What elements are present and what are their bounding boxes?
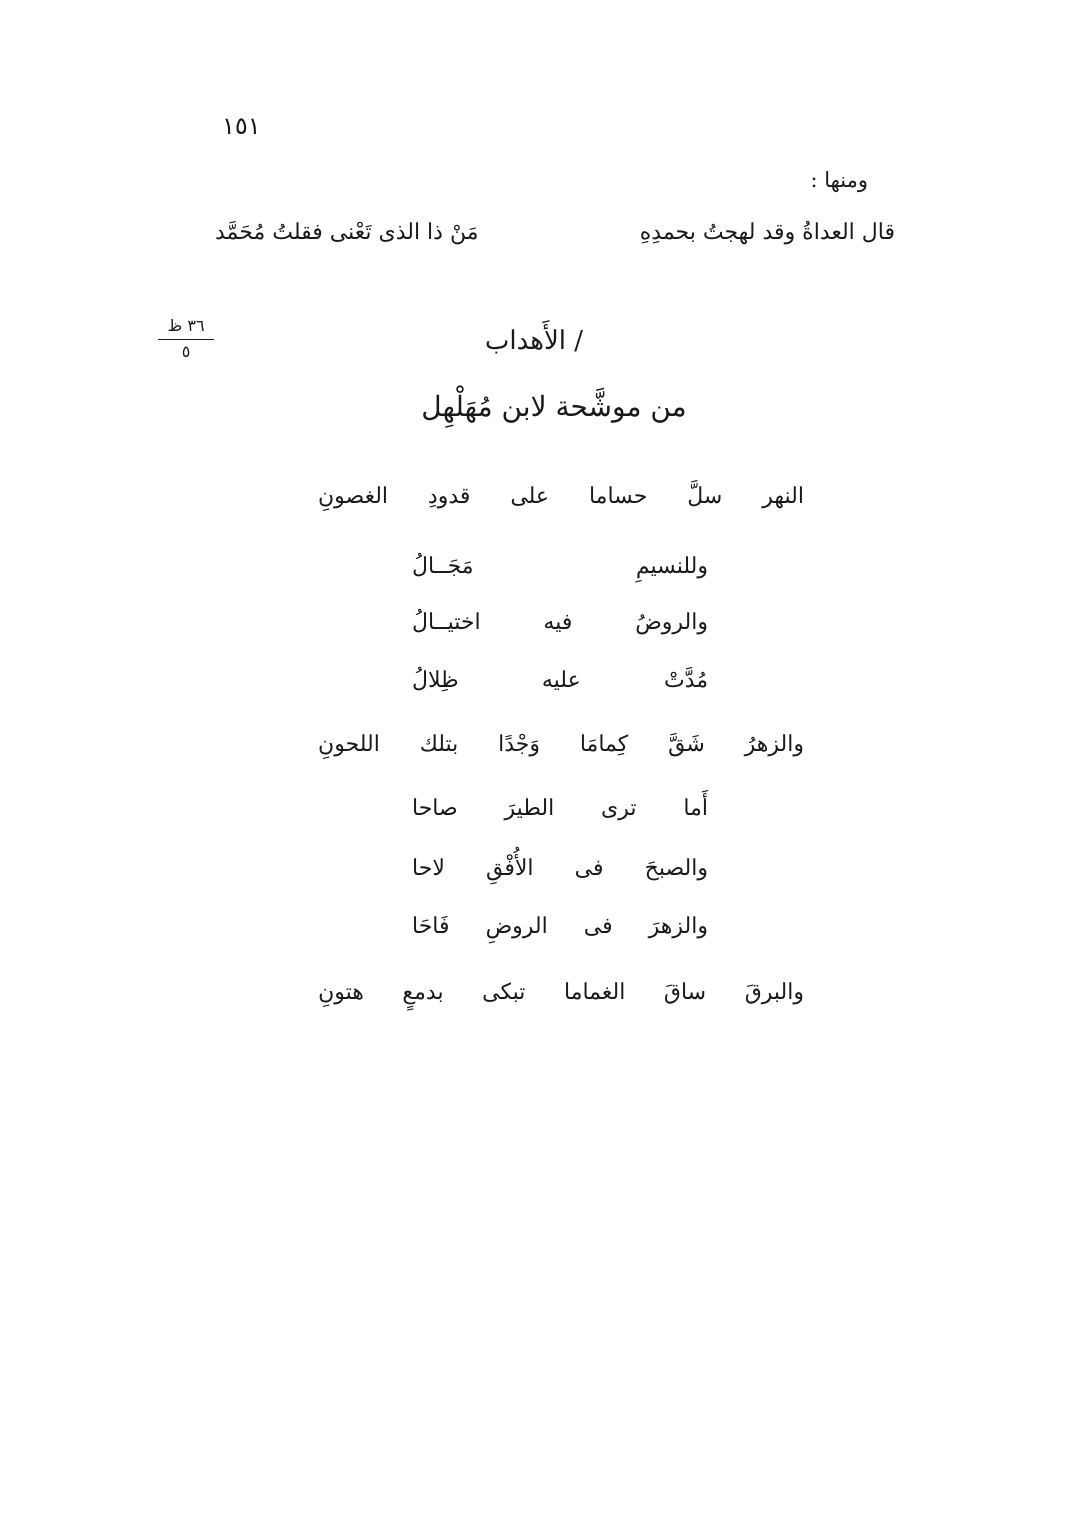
intro-text: ومنها : <box>810 168 868 192</box>
poem-word: حساما <box>588 484 648 509</box>
section-subtitle: من موشَّحة لابن مُهَلْهِل <box>421 390 687 423</box>
poem-word: وللنسيمِ <box>635 554 708 579</box>
poem-line <box>412 554 708 579</box>
margin-note-folio: ٣٦ ظ <box>158 316 214 340</box>
poem-word: فى <box>583 914 613 939</box>
poem-word: سلَّ <box>687 484 723 509</box>
poem-word: ساقَ <box>663 980 707 1005</box>
poem-word: وَجْدًا <box>498 732 541 757</box>
poem-word: فَاحَا <box>412 914 450 939</box>
poem-word: مُدَّتْ <box>663 668 708 693</box>
poem-word: اللحونِ <box>318 732 380 757</box>
poem-word: ظِلالُ <box>412 668 459 693</box>
poem-word: ترى <box>601 796 637 821</box>
section-title: / الأَهداب <box>484 326 584 356</box>
poem-word: بتلك <box>419 732 459 757</box>
poem-line <box>412 914 708 939</box>
poem-word: قدودِ <box>427 484 471 509</box>
verse-line <box>215 220 895 245</box>
poem-word: فيه <box>543 610 573 635</box>
verse-hemistich-second: مَنْ ذا الذى تَعْنى فقلتُ مُحَمَّد <box>215 220 479 245</box>
poem-line <box>318 980 804 1005</box>
poem-line <box>412 796 708 821</box>
poem-word: الطيرَ <box>504 796 555 821</box>
poem-line <box>412 856 708 881</box>
poem-word: الروضِ <box>485 914 548 939</box>
poem-word: أَما <box>683 796 708 821</box>
margin-note-number: ٥ <box>181 342 191 361</box>
poem-word: والزهرُ <box>744 732 804 757</box>
poem-line <box>318 484 804 509</box>
poem-word: شَقَّ <box>668 732 705 757</box>
poem-line <box>318 732 804 757</box>
poem-word: لاحا <box>412 856 445 881</box>
poem-word: والبرقَ <box>744 980 804 1005</box>
poem-word: والصبحَ <box>644 856 708 881</box>
poem-word: صاحا <box>412 796 458 821</box>
poem-word: الغصونِ <box>318 484 389 509</box>
poem-word: النهر <box>762 484 804 509</box>
poem-word: هتونِ <box>318 980 364 1005</box>
poem-word: والزهرَ <box>648 914 708 939</box>
poem-word: على <box>510 484 550 509</box>
poem-word: الغماما <box>563 980 626 1005</box>
poem-word: تبكى <box>482 980 526 1005</box>
poem-word: عليه <box>541 668 581 693</box>
poem-word: كِمامَا <box>579 732 629 757</box>
poem-word: الأُفْقِ <box>486 856 534 881</box>
poem-word: بدمعٍ <box>402 980 444 1005</box>
poem-word: مَجَــالُ <box>412 554 474 579</box>
margin-folio-note <box>158 316 214 361</box>
poem-word: والروضُ <box>635 610 708 635</box>
verse-hemistich-first: قال العداةُ وقد لهجتُ بحمدِهِ <box>639 220 895 245</box>
poem-word: اختيــالُ <box>412 610 481 635</box>
poem-line <box>412 610 708 635</box>
page-number: ١٥١ <box>222 112 261 140</box>
poem-word: فى <box>574 856 604 881</box>
poem-line <box>412 668 708 693</box>
